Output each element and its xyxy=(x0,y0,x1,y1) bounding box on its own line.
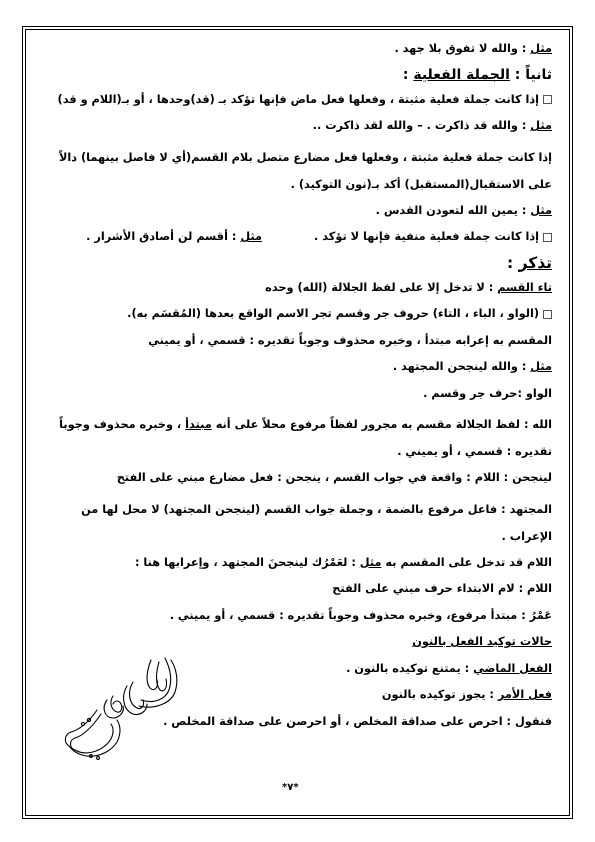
taa-rule xyxy=(44,279,552,296)
example-text: : أقسم لن أصادق الأشرار . xyxy=(86,230,241,243)
parsing-allah xyxy=(44,411,552,465)
example-text: : والله لا تفوق بلا جهد . xyxy=(394,42,531,55)
parsing-verb: لينجحن : اللام : واقعة في جواب القسم ، ينجحن : فعل مضارع مبني على الفتح xyxy=(116,471,552,484)
lam-rule xyxy=(44,554,552,571)
remember-title: تذكر xyxy=(518,253,552,272)
example-label: مثل xyxy=(530,203,552,217)
rule-text: : لا تدخل إلا على لفظ الجلالة (الله) وحده xyxy=(265,280,498,294)
page-number: *٧* xyxy=(282,782,299,793)
parsing-text: ، وخبره محذوف وجوباً تقديره : قسمي ، أو يميني . xyxy=(59,418,552,458)
rule-present-verb: إذا كانت جملة فعلية مثبتة ، وفعلها فعل مضارع متصل بلام القسم(أي لا فاصل بينهما) دالاً على الاستقبال(المستقبل) أكد بـ(نون التوكيد) . xyxy=(58,150,552,191)
parsing-lam: اللام : لام الابتداء حرف مبني على الفتح xyxy=(332,582,552,595)
rule-negative xyxy=(44,228,552,245)
nun-cases-heading: حالات توكيد الفعل بالنون xyxy=(412,635,552,648)
example-line xyxy=(44,358,552,375)
parsing-amr: عَمْرُ : مبتدأ مرفوع، وخبره محذوف وجوباً تقديره : قسمي ، أو يميني . xyxy=(169,608,552,622)
oath-letters-rule xyxy=(44,305,552,322)
section-heading xyxy=(44,67,552,84)
remember-suffix: : xyxy=(506,253,519,272)
parsing-underlined: مبتدأ xyxy=(185,418,212,431)
checkbox-icon xyxy=(543,310,552,319)
section-suffix: : xyxy=(402,66,414,83)
rule-text: اللام قد تدخل على المقسم به xyxy=(381,555,552,569)
example-line xyxy=(44,202,552,219)
remember-heading xyxy=(44,255,552,272)
section-title: الجملة الفعلية xyxy=(413,66,510,83)
rule-text: (الواو ، الباء ، التاء) حروف جر وقسم تجر الاسم الواقع بعدها (المُقسَم به). xyxy=(127,307,539,320)
rule-text: إذا كانت جملة فعلية منفية فإنها لا تؤكد . xyxy=(314,230,539,243)
page-content xyxy=(44,40,552,739)
example-label: مثل xyxy=(240,230,263,243)
example-line xyxy=(44,40,552,57)
example-text: : والله لينجحن المجتهد . xyxy=(392,360,531,373)
case-text: : يمتنع توكيده بالنون . xyxy=(346,661,474,675)
example-line xyxy=(44,117,552,134)
example-label: مثل xyxy=(359,555,382,569)
muqsam-rule: المقسم به إعرابه مبتدأ ، وخبره محذوف وجوباً تقديره : قسمي ، أو يميني xyxy=(148,333,552,347)
signature-stamp xyxy=(55,652,190,770)
parsing-text: الله : لفظ الجلالة مقسم به مجرور لفظاً مرفوع محلاً على أنه xyxy=(211,418,552,431)
example-text: : والله قد ذاكرت . – والله لقد ذاكرت .. xyxy=(312,119,531,132)
checkbox-icon xyxy=(543,95,552,104)
section-prefix: ثانياً : xyxy=(509,66,552,83)
rule-past-verb xyxy=(44,91,552,108)
example-label: مثل xyxy=(530,119,552,132)
imperative-example: فنقول : احرص على صداقة المخلص ، أو احرصن على صداقة المخلص . xyxy=(163,714,552,728)
rule-text: إذا كانت جملة فعلية مثبتة ، وفعلها فعل ماض فإنها تؤكد بـ (قد)وحدها ، أو بـ(اللام و قد) xyxy=(57,92,539,106)
case-text: : يجوز توكيده بالنون xyxy=(381,688,498,701)
example-text: : يمين الله لتعودن القدس . xyxy=(375,203,531,217)
example-label: مثل xyxy=(530,42,552,55)
case-label: الفعل الماضي xyxy=(473,661,552,675)
parsing-waw: الواو :حرف جر وقسم . xyxy=(423,386,552,400)
parsing-subject: المجتهد : فاعل مرفوع بالضمة ، وجملة جواب القسم (لينجحن المجتهد) لا محل لها من الإعراب . xyxy=(81,502,552,543)
case-label: فعل الأمر xyxy=(497,688,552,701)
checkbox-icon xyxy=(543,233,552,242)
example-label: مثل xyxy=(530,360,552,373)
rule-text: : لعَمْرُك لينجحنَ المجتهد ، وإعرابها هنا : xyxy=(134,555,360,569)
rule-label: تاء القسم xyxy=(497,280,552,294)
